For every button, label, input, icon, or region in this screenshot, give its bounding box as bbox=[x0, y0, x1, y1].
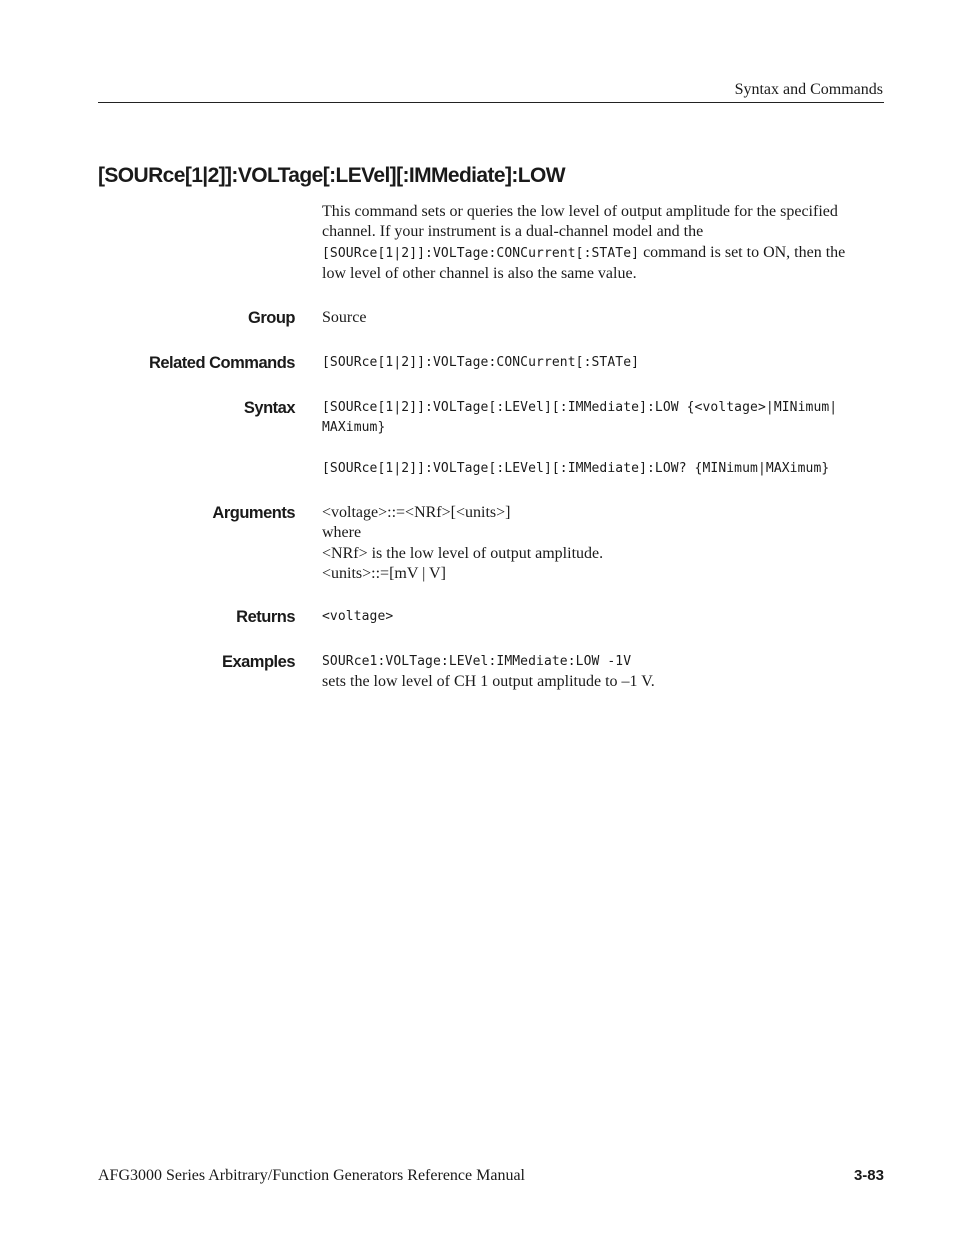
group-label: Group bbox=[248, 309, 295, 327]
description-line-4: low level of other channel is also the same value. bbox=[322, 264, 637, 282]
related-commands-label: Related Commands bbox=[148, 354, 295, 372]
arguments-line-4: <units>::=[mV | V] bbox=[322, 564, 446, 582]
description-part-2: command is set to ON, then the bbox=[639, 243, 846, 261]
arguments-line-3: <NRf> is the low level of output amplitude. bbox=[322, 544, 604, 562]
description-line-2: channel. If your instrument is a dual-channel model and the bbox=[322, 223, 704, 241]
header-rule bbox=[98, 102, 884, 103]
header-section-title: Syntax and Commands bbox=[734, 81, 883, 98]
related-commands-value: [SOURce[1|2]]:VOLTage:CONCurrent[:STATe] bbox=[322, 355, 640, 370]
arguments-block bbox=[322, 503, 884, 584]
examples-label: Examples bbox=[221, 653, 295, 671]
examples-block bbox=[322, 652, 884, 693]
description-line-3 bbox=[322, 243, 884, 264]
syntax-line-1a: [SOURce[1|2]]:VOLTage[:LEVel][:IMMediate]:LOW {<voltage>|MINimum| bbox=[322, 400, 838, 415]
footer-manual-title: AFG3000 Series Arbitrary/Function Generators Reference Manual bbox=[98, 1167, 525, 1184]
command-title: [SOURce[1|2]]:VOLTage[:LEVel][:IMMediate]:LOW bbox=[98, 164, 565, 187]
example-code: SOURce1:VOLTage:LEVel:IMMediate:LOW -1V bbox=[322, 654, 632, 669]
arguments-label: Arguments bbox=[212, 504, 295, 522]
arguments-line-2: where bbox=[322, 524, 362, 542]
syntax-line-2: [SOURce[1|2]]:VOLTage[:LEVel][:IMMediate]:LOW? {MINimum|MAXimum} bbox=[322, 460, 830, 476]
syntax-line-1b: MAXimum} bbox=[322, 420, 386, 436]
returns-value: <voltage> bbox=[322, 609, 394, 624]
syntax-block bbox=[322, 398, 884, 479]
description-code: [SOURce[1|2]]:VOLTage:CONCurrent[:STATe] bbox=[322, 245, 640, 261]
returns-label: Returns bbox=[236, 608, 295, 626]
arguments-line-1: <voltage>::=<NRf>[<units>] bbox=[322, 504, 511, 521]
command-description bbox=[322, 202, 884, 284]
group-value: Source bbox=[322, 309, 367, 326]
footer-page-number: 3-83 bbox=[853, 1167, 884, 1184]
description-line-1: This command sets or queries the low level of output amplitude for the specified bbox=[322, 203, 838, 220]
example-description: sets the low level of CH 1 output amplitude to –1 V. bbox=[322, 673, 655, 691]
syntax-label: Syntax bbox=[243, 399, 295, 417]
